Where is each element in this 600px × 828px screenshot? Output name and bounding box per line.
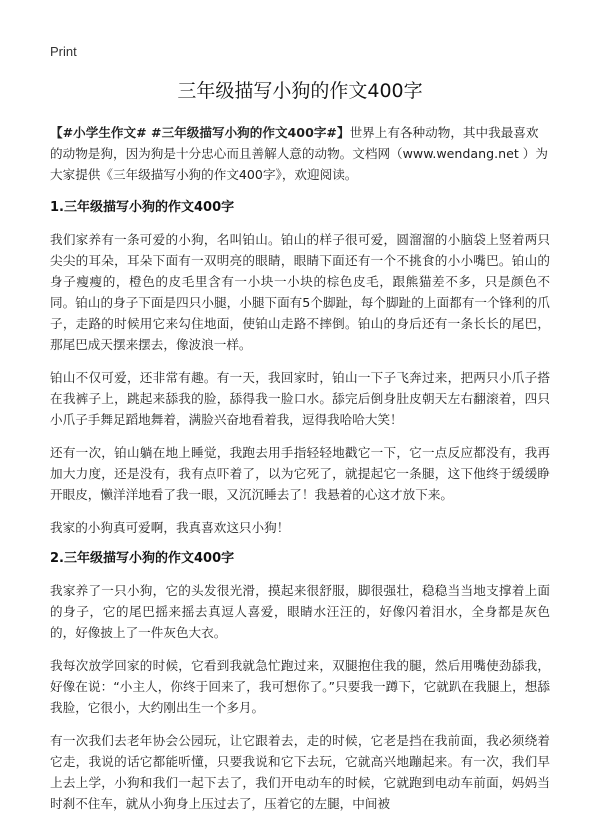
document-title: 三年级描写小狗的作文400字 <box>177 80 423 102</box>
intro-tags: 【#小学生作文# #三年级描写小狗的作文400字#】 <box>50 125 350 140</box>
paragraph: 还有一次，铂山躺在地上睡觉，我跑去用手指轻轻地戳它一下，它一点反应都没有，我再加大力度，还是没有，我有点吓着了，以为它死了，就提起它一条腿，这下他终于缓缓睁开眼皮，懒洋洋地看了我一眼，又沉沉睡去了！我悬着的心这才放下来。 <box>50 445 550 502</box>
section-heading: 2.三年级描写小狗的作文400字 <box>50 551 235 566</box>
section-heading: 1.三年级描写小狗的作文400字 <box>50 200 235 215</box>
paragraph: 有一次我们去老年协会公园玩，让它跟着去，走的时候，它老是挡在我前面，我必须绕着它走，我说的话它都能听懂，只要我说和它下去玩，它就高兴地蹦起来。有一次，我们早上去上学，小狗和我们一起下去了，我们开电动车的时候，它就跑到电动车前面，妈妈当时刹不住车，就从小狗身上压过去了，压着它的左腿，中间被 <box>50 733 550 811</box>
print-label: Print <box>50 44 77 59</box>
paragraph: 我们家养有一条可爱的小狗，名叫铂山。铂山的样子很可爱，圆溜溜的小脑袋上竖着两只尖尖的耳朵，耳朵下面有一双明亮的眼睛，眼睛下面还有一个不挑食的小小嘴巴。铂山的身子瘦瘦的，橙色的皮毛里含有一小块一小块的棕色皮毛，跟熊猫差不多，只是颜色不同。铂山的身子下面是四只小腿，小腿下面有5个脚趾，每个脚趾的上面都有一个锋利的爪子，走路的时候用它来勾住地面，使铂山走路不摔倒。铂山的身后还有一条长长的尾巴，那尾巴成天摆来摆去，像波浪一样。 <box>50 232 550 352</box>
paragraph: 我家的小狗真可爱啊，我真喜欢这只小狗！ <box>50 520 290 535</box>
paragraph: 铂山不仅可爱，还非常有趣。有一天，我回家时，铂山一下子飞奔过来，把两只小爪子搭在我裤子上，跳起来舔我的脸，舔得我一脸口水。舔完后倒身肚皮朝天左右翻滚着，四只小爪子手舞足蹈地舞着，满脸兴奋地看着我，逗得我哈哈大笑！ <box>50 370 550 427</box>
paragraph: 我每次放学回家的时候，它看到我就急忙跑过来，双腿抱住我的腿，然后用嘴使劲舔我，好像在说：“小主人，你终于回来了，我可想你了。”只要我一蹲下，它就趴在我腿上，想舔我脸，它很小，大约刚出生一个多月。 <box>50 658 550 715</box>
section-1 <box>50 199 550 538</box>
section-2 <box>50 550 550 814</box>
intro-paragraph <box>50 122 550 185</box>
paragraph: 我家养了一只小狗，它的头发很光滑，摸起来很舒服，脚很强壮，稳稳当当地支撑着上面的身子，它的尾巴摇来摇去真逗人喜爱，眼睛水汪汪的，好像闪着泪水，全身都是灰色的，好像披上了一件灰色大衣。 <box>50 583 550 640</box>
intro-text: 世界上有各种动物，其中我最喜欢的动物是狗，因为狗是十分忠心而且善解人意的动物。文档网（www.wendang.net ）为大家提供《三年级描写小狗的作文400字》，欢迎阅读。 <box>50 125 548 182</box>
